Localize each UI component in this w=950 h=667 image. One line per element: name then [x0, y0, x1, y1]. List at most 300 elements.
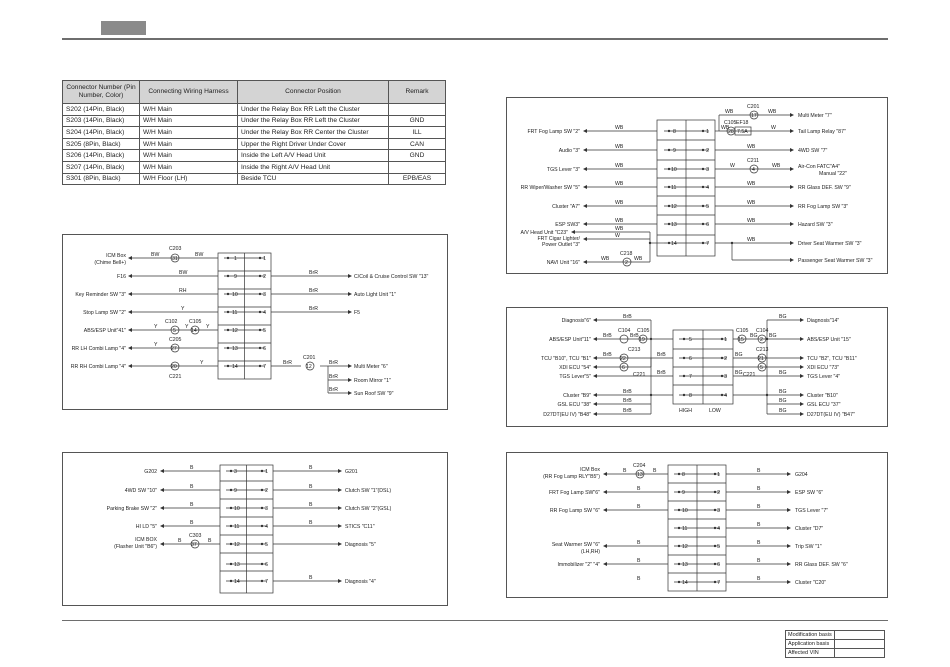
pin-label: 7	[689, 374, 692, 380]
wire-label: B	[757, 522, 761, 528]
wire-label: WB	[615, 218, 624, 224]
pin-label: 5	[717, 544, 720, 550]
diagram-1	[62, 234, 448, 410]
table-row	[63, 127, 446, 139]
pin-label: 1	[263, 256, 266, 262]
right-label: Room Mirror "1"	[354, 378, 391, 384]
wire-label: B	[309, 520, 313, 526]
right-label: ESP SW "6"	[795, 490, 824, 496]
wire-label: WB	[747, 181, 756, 187]
wire-label: RH	[179, 288, 187, 294]
pin-label: 9	[234, 488, 237, 494]
connector-label: C221	[743, 372, 756, 378]
left-label: NAVI Unit "16"	[546, 260, 580, 266]
right-label: Air-Con FATC"A4"	[798, 164, 840, 170]
pin-label: 8	[673, 129, 676, 135]
cell: EPB/EAS	[389, 173, 446, 185]
table-row	[63, 104, 446, 116]
col-position: Connector Position	[238, 81, 389, 104]
wire-label: B	[190, 502, 194, 508]
connector-pin: 15	[738, 337, 744, 343]
wire-label: B	[190, 520, 194, 526]
left-label: F16	[117, 274, 126, 280]
mod-label: Affected VIN	[786, 649, 835, 658]
right-label: XDI ECU "73"	[807, 365, 839, 371]
diagram-4-svg	[507, 308, 887, 426]
wire-label: B	[208, 538, 212, 544]
wire-label: WB	[615, 181, 624, 187]
wire-label: BrR	[329, 374, 338, 380]
cell: CAN	[389, 138, 446, 150]
pin-label: 1	[724, 337, 727, 343]
connector-label: C221	[169, 374, 182, 380]
left-label: RR Fog Lamp SW "6"	[549, 508, 600, 514]
wire-label: Y	[206, 324, 210, 330]
right-label: Manual "22"	[819, 171, 847, 177]
connector-label: C205	[169, 337, 182, 343]
wire-label: BrB	[623, 389, 632, 395]
left-label: FRT Fog Lamp SW"6"	[548, 490, 600, 496]
cell: Inside the Left A/V Head Unit	[238, 150, 389, 162]
right-label: G201	[345, 469, 358, 475]
table-row	[63, 138, 446, 150]
connector-label: C204	[633, 463, 646, 469]
left-label: FRT Fog Lamp SW "2"	[527, 129, 580, 135]
connector-label: C203	[169, 246, 182, 252]
pin-label: 5	[706, 204, 709, 210]
connector-pin: 28	[728, 129, 734, 135]
wire-label: B	[653, 468, 657, 474]
connector-label: EF18	[736, 120, 749, 126]
wire-label: BG	[779, 314, 787, 320]
header-rule	[62, 38, 888, 40]
pin-label: 11	[682, 526, 688, 532]
pin-label: 9	[673, 148, 676, 154]
connector-pin: 37	[191, 542, 197, 548]
connector-label: C104	[756, 328, 769, 334]
pin-label: 1	[706, 129, 709, 135]
wire-label: BrR	[283, 360, 292, 366]
cell: W/H Main	[140, 115, 238, 127]
connector-pin: 21	[758, 356, 764, 362]
connector-label: C105	[724, 120, 737, 126]
wire-label: WB	[772, 163, 781, 169]
left-label: Cluster "A7"	[552, 204, 580, 210]
pin-label: 7	[263, 364, 266, 370]
right-label: Multi Meter "7"	[798, 113, 832, 119]
left-label: Power Outlet "3"	[542, 242, 580, 248]
pin-label: 4	[265, 524, 268, 530]
wire-label: B	[637, 540, 641, 546]
connector-pin: 20	[171, 364, 177, 370]
connector-pin: 22	[620, 356, 626, 362]
wire-label: WB	[615, 125, 624, 131]
left-label: (Flasher Unit "B6")	[114, 544, 157, 550]
connector-pin: 27	[171, 346, 177, 352]
pin-label: 1	[717, 472, 720, 478]
cell: S301 (8Pin, Black)	[63, 173, 140, 185]
left-label: ICM BOX	[135, 537, 157, 543]
pin-label: 6	[265, 562, 268, 568]
connector-pin: 14	[191, 328, 197, 334]
wire-label: WB	[747, 218, 756, 224]
cell: W/H Main	[140, 150, 238, 162]
left-label: Immobilizer "2" "4"	[557, 562, 600, 568]
wire-label: BrB	[623, 314, 632, 320]
wire-label: B	[757, 504, 761, 510]
right-label: GSL ECU "37"	[807, 402, 841, 408]
right-label: TGS Lever "7"	[795, 508, 829, 514]
pin-label: 3	[265, 506, 268, 512]
wire-label: Y	[181, 306, 185, 312]
diagram-3	[506, 97, 888, 274]
mod-value	[835, 631, 885, 640]
left-label: TGS Lever"5"	[559, 374, 591, 380]
left-label: Key Reminder SW "3"	[75, 292, 126, 298]
pin-label: 4	[263, 310, 266, 316]
left-label: Parking Brake SW "2"	[106, 506, 157, 512]
right-label: RR Glass DEF. SW "6"	[795, 562, 848, 568]
right-label: Diagnosis "5"	[345, 542, 376, 548]
cell: ILL	[389, 127, 446, 139]
wire-label: BrR	[329, 387, 338, 393]
wire-label: BG	[750, 333, 758, 339]
right-label: G204	[795, 472, 808, 478]
right-label: RR Fog Lamp SW "3"	[798, 204, 849, 210]
high-label: HIGH	[679, 408, 692, 414]
connector-label: C105	[189, 319, 202, 325]
wire-label: WB	[615, 144, 624, 150]
connector-label: C221	[633, 372, 646, 378]
right-label: Trip SW "1"	[795, 544, 822, 550]
wire-label: WB	[615, 226, 624, 232]
right-label: Diagnosis"14"	[807, 318, 840, 324]
cell: W/H Main	[140, 127, 238, 139]
cell	[389, 161, 446, 173]
left-label: (LH,RH)	[580, 549, 600, 555]
wire-label: B	[637, 486, 641, 492]
pin-label: 10	[671, 167, 677, 173]
connector-pin: 5	[173, 328, 176, 334]
pin-label: 3	[706, 167, 709, 173]
wire-label: B	[623, 468, 627, 474]
cell: S202 (14Pin, Black)	[63, 104, 140, 116]
left-label: A/V Head Unit "C23"	[520, 230, 568, 236]
wire-label: WB	[725, 109, 734, 115]
wire-label: BG	[769, 333, 777, 339]
connector-label: C201	[303, 355, 316, 361]
wire-label: BrB	[657, 370, 666, 376]
col-remark: Remark	[389, 81, 446, 104]
pin-label: 2	[717, 490, 720, 496]
cell: S206 (14Pin, Black)	[63, 150, 140, 162]
left-label: Seat Warmer SW "6"	[551, 542, 600, 548]
left-label: GSL ECU "38"	[557, 402, 591, 408]
table-row	[63, 150, 446, 162]
right-label: Cluster "D7"	[795, 526, 824, 532]
pin-label: 3	[234, 469, 237, 475]
wire-label: WB	[747, 144, 756, 150]
left-label: (Chime Bell+)	[94, 260, 126, 266]
pin-label: 5	[263, 328, 266, 334]
wire-label: WB	[721, 125, 730, 131]
left-label: (RR Fog Lamp RLY"B5")	[543, 474, 600, 480]
wire-label: B	[757, 558, 761, 564]
right-label: Multi Meter "6"	[354, 364, 388, 370]
pin-label: 2	[263, 274, 266, 280]
diagram-5-svg	[507, 453, 887, 597]
connector-label: C213	[628, 347, 641, 353]
cell: W/H Floor (LH)	[140, 173, 238, 185]
wire-label: B	[309, 502, 313, 508]
pin-label: 12	[671, 204, 677, 210]
wire-label: B	[637, 558, 641, 564]
left-label: RR LH Combi Lamp "4"	[71, 346, 126, 352]
connector-pin: 12	[306, 364, 312, 370]
right-label: F5	[354, 310, 361, 316]
col-harness: Connecting Wiring Harness	[140, 81, 238, 104]
left-label: RR RH Combi Lamp "4"	[70, 364, 126, 370]
left-label: ICM Box	[580, 467, 600, 473]
table-row	[63, 173, 446, 185]
wire-label: BrB	[657, 352, 666, 358]
wire-label: W	[771, 125, 776, 131]
left-label: 4WD SW "10"	[124, 488, 157, 494]
cell: Beside TCU	[238, 173, 389, 185]
pin-label: 9	[682, 490, 685, 496]
pin-label: 4	[717, 526, 720, 532]
right-label: Driver Seat Warmer SW "3"	[798, 241, 862, 247]
pin-label: 10	[232, 292, 238, 298]
fuse-label: 7.5A	[737, 129, 748, 135]
pin-label: 4	[706, 185, 709, 191]
cell: Under the Relay Box RR Left the Cluster	[238, 115, 389, 127]
cell	[389, 104, 446, 116]
wire-label: Y	[154, 342, 158, 348]
pin-label: 14	[682, 580, 688, 586]
pin-label: 11	[234, 524, 240, 530]
left-label: ABS/ESP Unit"11"	[549, 337, 591, 343]
diagram-2	[62, 452, 448, 606]
pin-label: 1	[234, 256, 237, 262]
pin-label: 2	[724, 356, 727, 362]
pin-label: 10	[682, 508, 688, 514]
connector-pin: 4	[752, 167, 755, 173]
pin-label: 12	[682, 544, 688, 550]
pin-label: 12	[232, 328, 238, 334]
pin-label: 6	[263, 346, 266, 352]
connector-label: C201	[747, 104, 760, 110]
wire-label: BrR	[309, 288, 318, 294]
right-label: TGS Lever "4"	[807, 374, 841, 380]
mod-value	[835, 640, 885, 649]
pin-label: 7	[265, 579, 268, 585]
pin-label: 3	[724, 374, 727, 380]
cell: GND	[389, 115, 446, 127]
mod-value	[835, 649, 885, 658]
left-label: D27DT(EU IV) "B48"	[543, 412, 591, 418]
right-label: Cluster "C20"	[795, 580, 827, 586]
wire-label: W	[615, 233, 620, 239]
wire-label: BW	[195, 252, 204, 258]
wire-label: WB	[747, 237, 756, 243]
pin-label: 5	[265, 542, 268, 548]
connector-pin: 6	[622, 365, 625, 371]
left-label: HI LD "5"	[135, 524, 157, 530]
pin-label: 10	[234, 506, 240, 512]
cell: S204 (14Pin, Black)	[63, 127, 140, 139]
pin-label: 13	[671, 222, 677, 228]
wire-label: B	[637, 504, 641, 510]
cell: W/H Main	[140, 138, 238, 150]
pin-label: 13	[682, 562, 688, 568]
table-row	[63, 161, 446, 173]
col-connector-number: Connector Number (Pin Number, Color)	[63, 81, 140, 104]
wire-label: B	[757, 468, 761, 474]
connector-label: C211	[747, 158, 760, 164]
wire-label: WB	[634, 256, 643, 262]
pin-label: 13	[232, 346, 238, 352]
connector-pin: 17	[751, 113, 757, 119]
connector-pin: 2	[760, 337, 763, 343]
right-label: ABS/ESP Unit "15"	[807, 337, 851, 343]
connector-pin: 13	[637, 472, 643, 478]
wire-label: Y	[200, 360, 204, 366]
pin-label: 2	[706, 148, 709, 154]
pin-label: 3	[717, 508, 720, 514]
pin-label: 11	[232, 310, 238, 316]
wire-label: BG	[779, 370, 787, 376]
pin-label: 6	[717, 562, 720, 568]
wire-label: B	[309, 465, 313, 471]
header-section-tab	[101, 21, 146, 35]
wire-label: B	[757, 540, 761, 546]
connector-pin: 5	[760, 365, 763, 371]
pin-label: 11	[671, 185, 677, 191]
pin-label: 14	[671, 241, 677, 247]
wire-label: WB	[615, 200, 624, 206]
wire-label: B	[190, 465, 194, 471]
connector-label: C218	[620, 251, 633, 257]
left-label: FRT Cigar Lighter/	[537, 236, 580, 242]
diagram-5	[506, 452, 888, 598]
wire-label: BrR	[309, 306, 318, 312]
pin-label: 8	[682, 472, 685, 478]
left-label: ESP SW3"	[555, 222, 580, 228]
wire-label: BG	[735, 352, 743, 358]
right-label: Sun Roof SW "9"	[354, 391, 394, 397]
connector-pin: 31	[172, 256, 178, 262]
cell: S203 (14Pin, Black)	[63, 115, 140, 127]
right-label: Passenger Seat Warmer SW "3"	[798, 258, 873, 264]
pin-label: 13	[234, 562, 240, 568]
pin-label: 1	[265, 469, 268, 475]
pin-label: 6	[689, 356, 692, 362]
diagram-3-svg	[507, 98, 887, 273]
wire-label: BrR	[309, 270, 318, 276]
cell: Under the Relay Box RR Left the Cluster	[238, 104, 389, 116]
left-label: RR Wiper/Washer SW "5"	[520, 185, 580, 191]
wire-label: BrB	[623, 398, 632, 404]
footer-rule	[62, 620, 888, 621]
connector-label: C213	[756, 347, 769, 353]
right-label: C/Coil & Cruise Control SW "13"	[354, 274, 429, 280]
wire-label: B	[309, 484, 313, 490]
wire-label: BrB	[630, 333, 639, 339]
wire-label: WB	[747, 200, 756, 206]
right-label: Hazard SW "3"	[798, 222, 833, 228]
wire-label: BrB	[603, 333, 612, 339]
left-label: Stop Lamp SW "2"	[83, 310, 126, 316]
left-label: XDI ECU "54"	[559, 365, 591, 371]
cell: S205 (8Pin, Black)	[63, 138, 140, 150]
right-label: Auto Light Unit "1"	[354, 292, 397, 298]
pin-label: 9	[234, 274, 237, 280]
left-label: TGS Lever "3"	[546, 167, 580, 173]
wire-label: BG	[779, 398, 787, 404]
right-label: 4WD SW "7"	[798, 148, 828, 154]
right-label: Diagnosis "4"	[345, 579, 376, 585]
pin-label: 14	[234, 579, 240, 585]
cell: S207 (14Pin, Black)	[63, 161, 140, 173]
pin-label: 3	[263, 292, 266, 298]
right-label: RR Glass DEF. SW "9"	[798, 185, 851, 191]
right-label: Cluster "B10"	[807, 393, 838, 399]
wire-label: BW	[179, 270, 188, 276]
left-label: Audio "3"	[558, 148, 580, 154]
left-label: ABS/ESP Unit"41"	[83, 328, 126, 334]
connector-table	[62, 80, 446, 185]
wire-label: B	[757, 576, 761, 582]
pin-label: 7	[717, 580, 720, 586]
table-row	[63, 115, 446, 127]
right-label: D27DT(EU IV) "B47"	[807, 412, 855, 418]
left-label: G202	[144, 469, 157, 475]
pin-label: 4	[724, 393, 727, 399]
pin-label: 8	[689, 393, 692, 399]
right-label: Clutch SW "1"(DSL)	[345, 488, 392, 494]
connector-pin: 19	[639, 337, 645, 343]
wire-label: BG	[779, 408, 787, 414]
cell: W/H Main	[140, 161, 238, 173]
cell: Under the Relay Box RR Center the Cluster	[238, 127, 389, 139]
wire-label: WB	[601, 256, 610, 262]
wire-label: WB	[768, 109, 777, 115]
cell: Inside the Right A/V Head Unit	[238, 161, 389, 173]
connector-label: C102	[165, 319, 178, 325]
wire-label: B	[178, 538, 182, 544]
wire-label: BrB	[623, 408, 632, 414]
cell: GND	[389, 150, 446, 162]
wire-label: W	[730, 163, 735, 169]
wire-label: Y	[154, 324, 158, 330]
wire-label: B	[637, 576, 641, 582]
connector-label: C105	[736, 328, 749, 334]
pin-label: 12	[234, 542, 240, 548]
wire-label: B	[757, 486, 761, 492]
pin-label: 7	[706, 241, 709, 247]
diagram-2-svg	[63, 453, 447, 605]
wire-label: BrR	[329, 360, 338, 366]
wire-label: BrB	[603, 352, 612, 358]
left-label: ICM Box	[106, 253, 126, 259]
connector-label: C303	[189, 533, 202, 539]
diagram-4	[506, 307, 888, 427]
pin-label: 2	[265, 488, 268, 494]
mod-label: Modification basis	[786, 631, 835, 640]
connector-label: C104	[618, 328, 631, 334]
left-label: Diagnosis"6"	[561, 318, 591, 324]
